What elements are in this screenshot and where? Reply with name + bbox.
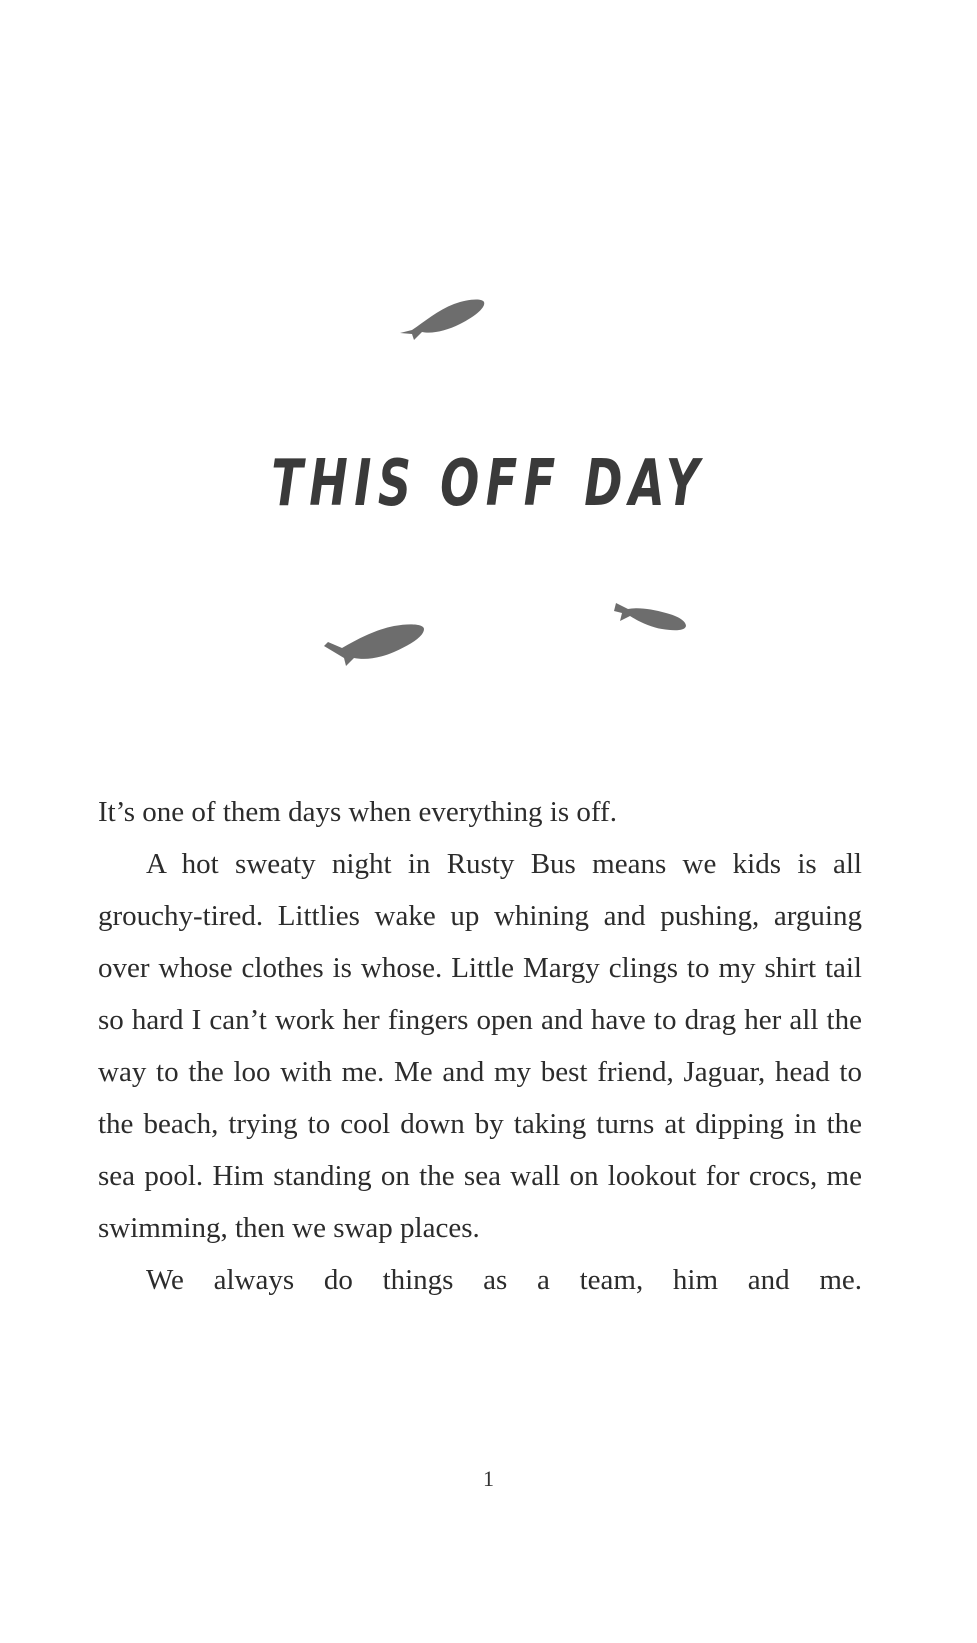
fish-icon bbox=[398, 296, 490, 342]
page-number: 1 bbox=[483, 1466, 494, 1491]
paragraph: We always do things as a team, him and me. bbox=[146, 1264, 862, 1296]
paragraph: A hot sweaty night in Rusty Bus means we kids is all grouchy-tired. Littlies wake up whining and pushing, arguing over whose clothes is whose. Little Margy clings to my shirt tail so hard I can’t work her fingers open and have to drag her all the way to the loo with me. Me and my best friend, Jaguar, head to the beach, trying to cool down by taking turns at dipping in the sea pool. Him standing on the sea wall on lookout for crocs, me swimming, then we swap places. bbox=[98, 848, 862, 1244]
fish-icon bbox=[612, 599, 690, 633]
chapter-title: THIS OFF DAY bbox=[271, 447, 706, 521]
fish-icon bbox=[320, 622, 428, 672]
body-text bbox=[98, 786, 862, 1306]
paragraph: It’s one of them days when everything is off. bbox=[98, 796, 617, 828]
